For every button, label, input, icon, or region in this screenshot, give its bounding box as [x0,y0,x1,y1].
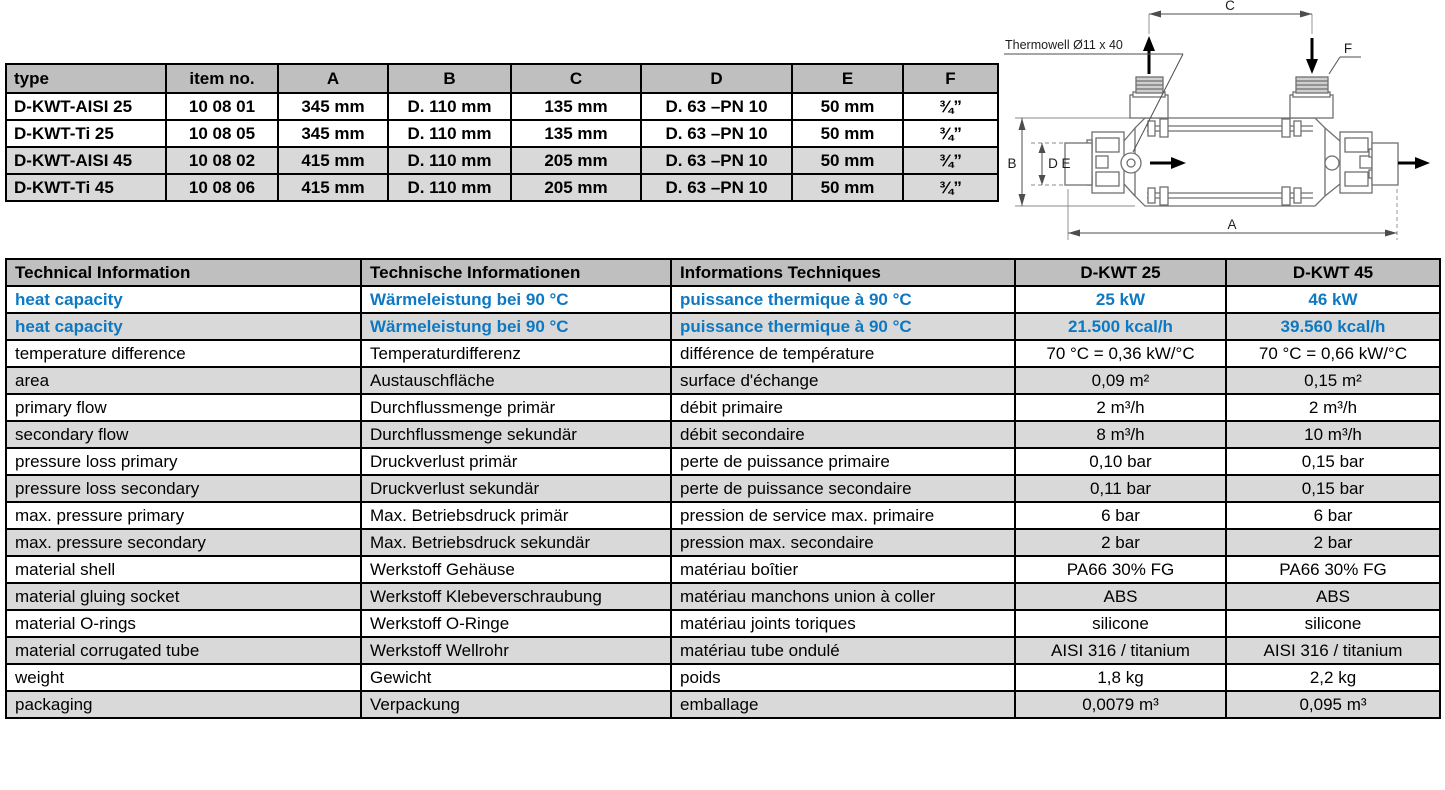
tech-cell-en: max. pressure secondary [6,529,361,556]
tech-cell-en: material gluing socket [6,583,361,610]
tech-cell-v25: silicone [1015,610,1226,637]
tech-cell-v25: 21.500 kcal/h [1015,313,1226,340]
dims-cell: ¾” [903,174,998,201]
technical-information-table [5,258,1441,719]
tech-row [6,610,1440,637]
tech-cell-de: Werkstoff Gehäuse [361,556,671,583]
tech-cell-fr: perte de puissance secondaire [671,475,1015,502]
dims-cell: 50 mm [792,174,903,201]
tech-body [6,286,1440,718]
tech-cell-v45: 0,15 bar [1226,475,1440,502]
tech-cell-en: area [6,367,361,394]
tech-cell-v25: 6 bar [1015,502,1226,529]
tech-cell-v45: 2 bar [1226,529,1440,556]
tech-cell-de: Druckverlust sekundär [361,475,671,502]
dims-row [6,174,998,201]
tech-cell-en: material O-rings [6,610,361,637]
tech-cell-v45: silicone [1226,610,1440,637]
tech-cell-en: pressure loss primary [6,448,361,475]
dims-cell: D-KWT-Ti 25 [6,120,166,147]
dims-header-cell: E [792,64,903,93]
tech-row [6,394,1440,421]
dims-cell: D-KWT-AISI 45 [6,147,166,174]
dims-cell: 345 mm [278,93,388,120]
tech-row [6,367,1440,394]
dims-header-cell: B [388,64,511,93]
tech-header-cell: D-KWT 25 [1015,259,1226,286]
tech-header-cell: D-KWT 45 [1226,259,1440,286]
dims-cell: 135 mm [511,93,641,120]
tech-cell-v25: 0,0079 m³ [1015,691,1226,718]
tech-cell-en: pressure loss secondary [6,475,361,502]
tech-row [6,313,1440,340]
tech-cell-en: heat capacity [6,313,361,340]
tech-cell-v25: 0,11 bar [1015,475,1226,502]
tech-cell-v45: PA66 30% FG [1226,556,1440,583]
tech-cell-de: Gewicht [361,664,671,691]
tech-cell-de: Durchflussmenge sekundär [361,421,671,448]
dims-cell: D-KWT-Ti 45 [6,174,166,201]
tech-cell-v25: 2 bar [1015,529,1226,556]
dims-header-cell: type [6,64,166,93]
dims-cell: 10 08 05 [166,120,278,147]
dims-cell: D. 63 –PN 10 [641,174,792,201]
tech-cell-v25: 70 °C = 0,36 kW/°C [1015,340,1226,367]
tech-cell-fr: débit secondaire [671,421,1015,448]
tech-header-cell: Technical Information [6,259,361,286]
dims-row [6,147,998,174]
tech-cell-v45: 70 °C = 0,66 kW/°C [1226,340,1440,367]
tech-row [6,664,1440,691]
dims-header-row [6,64,998,93]
heat-exchanger-diagram [985,0,1445,252]
tech-row [6,691,1440,718]
tech-cell-de: Wärmeleistung bei 90 °C [361,286,671,313]
tech-cell-v25: 25 kW [1015,286,1226,313]
tech-cell-en: material shell [6,556,361,583]
tech-cell-en: heat capacity [6,286,361,313]
tech-cell-v45: 10 m³/h [1226,421,1440,448]
tech-cell-en: primary flow [6,394,361,421]
tech-cell-fr: matériau manchons union à coller [671,583,1015,610]
dims-cell: D. 63 –PN 10 [641,93,792,120]
tech-row [6,637,1440,664]
tech-cell-de: Max. Betriebsdruck sekundär [361,529,671,556]
dims-cell: 135 mm [511,120,641,147]
tech-cell-fr: matériau joints toriques [671,610,1015,637]
dims-cell: 50 mm [792,147,903,174]
tech-cell-en: temperature difference [6,340,361,367]
dims-cell: 415 mm [278,147,388,174]
tech-cell-fr: emballage [671,691,1015,718]
tech-cell-fr: matériau boîtier [671,556,1015,583]
tech-row [6,448,1440,475]
tech-cell-v25: AISI 316 / titanium [1015,637,1226,664]
tech-cell-fr: puissance thermique à 90 °C [671,313,1015,340]
tech-cell-v45: AISI 316 / titanium [1226,637,1440,664]
tech-header-cell: Technische Informationen [361,259,671,286]
tech-cell-en: max. pressure primary [6,502,361,529]
tech-cell-de: Max. Betriebsdruck primär [361,502,671,529]
dims-body [6,93,998,201]
dims-cell: D. 63 –PN 10 [641,147,792,174]
dims-cell: ¾” [903,147,998,174]
tech-cell-v45: 0,095 m³ [1226,691,1440,718]
tech-cell-en: weight [6,664,361,691]
dims-row [6,93,998,120]
tech-cell-fr: puissance thermique à 90 °C [671,286,1015,313]
dims-cell: 10 08 02 [166,147,278,174]
tech-cell-v25: 1,8 kg [1015,664,1226,691]
tech-cell-en: material corrugated tube [6,637,361,664]
tech-cell-fr: débit primaire [671,394,1015,421]
tech-cell-fr: poids [671,664,1015,691]
dim-label-a: A [1227,217,1237,232]
dim-label-f: F [1343,41,1353,56]
dims-cell: 345 mm [278,120,388,147]
tech-cell-de: Durchflussmenge primär [361,394,671,421]
dims-cell: D. 110 mm [388,174,511,201]
tech-cell-v45: 2 m³/h [1226,394,1440,421]
tech-row [6,340,1440,367]
tech-row [6,502,1440,529]
tech-cell-de: Druckverlust primär [361,448,671,475]
dims-cell: 50 mm [792,93,903,120]
dims-cell: 50 mm [792,120,903,147]
dims-cell: D-KWT-AISI 25 [6,93,166,120]
tech-cell-v45: 0,15 m² [1226,367,1440,394]
tech-cell-en: secondary flow [6,421,361,448]
tech-header-row [6,259,1440,286]
tech-cell-de: Wärmeleistung bei 90 °C [361,313,671,340]
tech-cell-v25: ABS [1015,583,1226,610]
dim-label-c: C [1225,0,1235,13]
dims-cell: 10 08 06 [166,174,278,201]
tech-cell-de: Werkstoff Klebeverschraubung [361,583,671,610]
dim-label-e: E [1061,156,1071,171]
tech-cell-de: Verpackung [361,691,671,718]
tech-cell-v25: PA66 30% FG [1015,556,1226,583]
dims-cell: ¾” [903,120,998,147]
dimensions-table [5,63,999,202]
heat-exchanger-body [1065,77,1398,206]
dims-cell: D. 110 mm [388,147,511,174]
tech-row [6,583,1440,610]
dim-label-b: B [1007,156,1017,171]
tech-cell-en: packaging [6,691,361,718]
tech-cell-v45: 39.560 kcal/h [1226,313,1440,340]
tech-cell-v45: 2,2 kg [1226,664,1440,691]
tech-cell-v25: 0,09 m² [1015,367,1226,394]
tech-cell-de: Austauschfläche [361,367,671,394]
tech-cell-fr: surface d'échange [671,367,1015,394]
dims-header-cell: A [278,64,388,93]
dims-header-cell: item no. [166,64,278,93]
dims-cell: 205 mm [511,174,641,201]
tech-cell-fr: pression max. secondaire [671,529,1015,556]
tech-row [6,475,1440,502]
dims-row [6,120,998,147]
tech-cell-fr: perte de puissance primaire [671,448,1015,475]
tech-row [6,421,1440,448]
tech-cell-v25: 0,10 bar [1015,448,1226,475]
dims-header-cell: C [511,64,641,93]
dims-cell: D. 63 –PN 10 [641,120,792,147]
dims-cell: 415 mm [278,174,388,201]
tech-cell-v45: 46 kW [1226,286,1440,313]
tech-cell-de: Werkstoff Wellrohr [361,637,671,664]
tech-row [6,286,1440,313]
dims-cell: ¾” [903,93,998,120]
tech-cell-fr: pression de service max. primaire [671,502,1015,529]
tech-cell-v25: 8 m³/h [1015,421,1226,448]
tech-cell-fr: différence de température [671,340,1015,367]
tech-cell-v45: ABS [1226,583,1440,610]
dims-cell: 205 mm [511,147,641,174]
tech-cell-v45: 6 bar [1226,502,1440,529]
tech-cell-fr: matériau tube ondulé [671,637,1015,664]
dims-cell: D. 110 mm [388,93,511,120]
dims-header-cell: D [641,64,792,93]
tech-cell-v25: 2 m³/h [1015,394,1226,421]
tech-row [6,556,1440,583]
dims-header-cell: F [903,64,998,93]
dims-cell: D. 110 mm [388,120,511,147]
tech-cell-de: Werkstoff O-Ringe [361,610,671,637]
tech-cell-de: Temperaturdifferenz [361,340,671,367]
tech-header-cell: Informations Techniques [671,259,1015,286]
thermowell-label: Thermowell Ø11 x 40 [1005,38,1123,52]
dims-cell: 10 08 01 [166,93,278,120]
tech-row [6,529,1440,556]
dim-label-d: D [1048,156,1058,171]
tech-cell-v45: 0,15 bar [1226,448,1440,475]
